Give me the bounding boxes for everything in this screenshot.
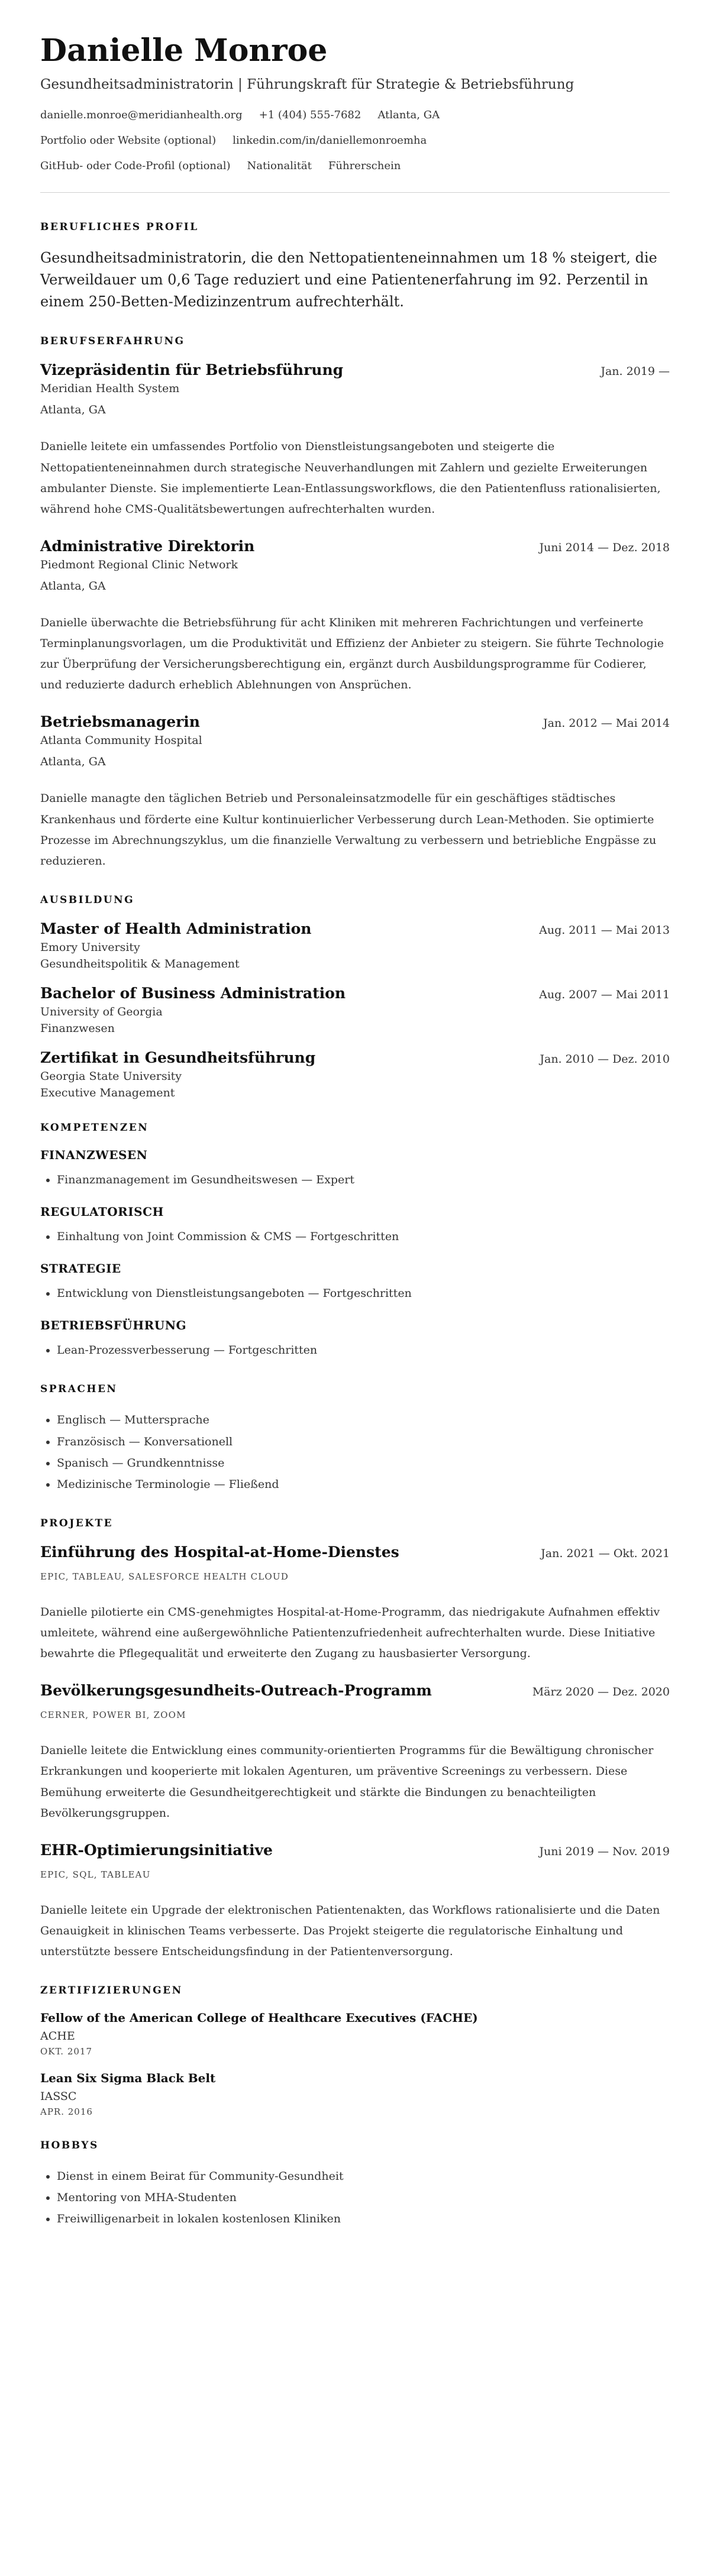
skill-group [40,1318,670,1361]
school: University of Georgia [40,1005,163,1019]
resume-header [40,33,670,172]
language-item: • Englisch — Muttersprache [57,1409,670,1431]
certification-name: Fellow of the American College of Healthcare Executives (FACHE) [40,2011,478,2025]
experience-section [40,335,670,872]
skill-category: FINANZWESEN [40,1148,148,1163]
header-divider [40,192,670,193]
language-item: • Französisch — Konversationell [57,1431,670,1452]
skill-item: • Entwicklung von Dienstleistungsangeboten — Fortgeschritten [57,1283,670,1304]
skill-item: • Finanzmanagement im Gesundheitswesen — Expert [57,1169,670,1190]
education-entry [40,920,670,970]
project-description: Danielle pilotierte ein CMS-genehmigtes Hospital-at-Home-Programm, das niedrigakute Aufnahmen effektiv umleitete, während eine außergewöhnliche Patientenzufriedenheit aufrechterhalten wurde. Diese Initiative bewahrte die Pflegequalität und erweiterte den Zugang zu hausbasierter Versorgung. [40,1605,660,1661]
experience-entry [40,361,670,520]
projects-section [40,1517,670,1962]
hobbies-section [40,2140,670,2229]
certification-issuer: ACHE [40,2030,75,2043]
certifications-section [40,1985,670,2117]
certification-name: Lean Six Sigma Black Belt [40,2071,216,2086]
profile-section [40,221,670,313]
field-of-study: Gesundheitspolitik & Management [40,957,240,971]
certification-entry [40,2011,670,2057]
hobby-item: • Freiwilligenarbeit in lokalen kostenlosen Kliniken [57,2208,670,2229]
skill-category: BETRIEBSFÜHRUNG [40,1318,187,1333]
skill-category: REGULATORISCH [40,1205,164,1219]
education-dates: Aug. 2007 — Mai 2011 [539,988,670,1002]
section-title-certifications: ZERTIFIZIERUNGEN [40,1985,183,1997]
field-of-study: Executive Management [40,1086,175,1100]
phone-link[interactable]: +1 (404) 555-7682 [259,108,362,121]
section-title-languages: SPRACHEN [40,1383,118,1396]
skill-category: STRATEGIE [40,1261,121,1276]
project-entry [40,1842,670,1962]
job-description: Danielle leitete ein umfassendes Portfolio von Dienstleistungsangeboten und steigerte die Nettopatienteneinnahmen durch strategische Neuverhandlungen mit Zahlern und gezielte Erweiterungen ambulanter Dienste. Sie implementierte Lean-Entlassungsworkflows, die den Patientenfluss rationalisierten, während hohe CMS-Qualitätsbewertungen aufrechterhalten wurden. [40,440,661,516]
job-location: Atlanta, GA [40,579,106,593]
education-dates: Aug. 2011 — Mai 2013 [539,924,670,937]
job-dates: Jan. 2012 — Mai 2014 [543,717,670,730]
project-tech: EPIC, SQL, TABLEAU [40,1869,151,1880]
section-title-skills: KOMPETENZEN [40,1122,149,1134]
degree: Bachelor of Business Administration [40,985,346,1002]
section-title-education: AUSBILDUNG [40,894,135,907]
job-location: Atlanta, GA [40,755,106,769]
employer: Piedmont Regional Clinic Network [40,558,238,571]
project-name: EHR-Optimierungsinitiative [40,1841,273,1859]
certification-issuer: IASSC [40,2090,77,2103]
education-entry [40,1049,670,1099]
skill-group [40,1261,670,1304]
section-title-experience: BERUFSERFAHRUNG [40,335,185,348]
hobby-item: • Mentoring von MHA-Studenten [57,2187,670,2208]
project-name: Bevölkerungsgesundheits-Outreach-Programm [40,1682,432,1700]
nationality: Nationalität [247,159,312,172]
school: Georgia State University [40,1070,182,1083]
experience-entry [40,538,670,696]
project-dates: Juni 2019 — Nov. 2019 [539,1844,670,1858]
project-entry [40,1543,670,1664]
github-link[interactable]: GitHub- oder Code-Profil (optional) [40,159,231,172]
degree: Zertifikat in Gesundheitsführung [40,1049,316,1067]
certification-date: APR. 2016 [40,2106,93,2118]
candidate-name: Danielle Monroe [40,33,328,69]
job-location: Atlanta, GA [40,403,106,417]
contact-row-1 [40,109,670,121]
education-dates: Jan. 2010 — Dez. 2010 [540,1053,670,1066]
school: Emory University [40,941,140,954]
skills-section [40,1122,670,1361]
project-tech: EPIC, TABLEAU, SALESFORCE HEALTH CLOUD [40,1571,289,1582]
language-item: • Spanisch — Grundkenntnisse [57,1452,670,1474]
section-title-projects: PROJEKTE [40,1517,114,1529]
employer: Atlanta Community Hospital [40,734,202,747]
project-dates: März 2020 — Dez. 2020 [532,1685,670,1699]
email-link[interactable]: danielle.monroe@meridianhealth.org [40,108,243,121]
experience-entry [40,713,670,872]
drivers-license: Führerschein [328,159,401,172]
job-description: Danielle überwachte die Betriebsführung für acht Kliniken mit mehreren Fachrichtungen und verfeinerte Terminplanungsvorlagen, um die Produktivität und Effizienz der Anbieter zu steigern. Sie führte Technologie zur Überprüfung der Versicherungsberechtigung ein, ergänzt durch Ausbildungsprogramme für Codierer, und reduzierte dadurch erheblich Ablehnungen von Ansprüchen. [40,616,664,692]
employer: Meridian Health System [40,382,180,396]
job-dates: Jan. 2019 — [601,365,670,378]
linkedin-link[interactable]: linkedin.com/in/daniellemonroemha [233,134,427,147]
field-of-study: Finanzwesen [40,1022,115,1035]
languages-section [40,1383,670,1494]
portfolio-link[interactable]: Portfolio oder Website (optional) [40,134,217,147]
project-description: Danielle leitete ein Upgrade der elektronischen Patientenakten, das Workflows rationalisierte und die Daten Genauigkeit in klinischen Teams verbesserte. Das Projekt steigerte die regulatorische Einhaltung und unterstützte bessere Entscheidungsfindung in der Patientenversorgung. [40,1903,660,1959]
project-name: Einführung des Hospital-at-Home-Dienstes [40,1543,399,1561]
hobby-item: • Dienst in einem Beirat für Community-Gesundheit [57,2166,670,2187]
certification-entry [40,2071,670,2117]
candidate-headline: Gesundheitsadministratorin | Führungskraft für Strategie & Betriebsführung [40,76,575,92]
job-title: Vizepräsidentin für Betriebsführung [40,361,344,379]
contact-row-3 [40,160,670,172]
job-title: Betriebsmanagerin [40,713,200,731]
skill-item: • Einhaltung von Joint Commission & CMS — Fortgeschritten [57,1226,670,1247]
skill-group [40,1148,670,1190]
degree: Master of Health Administration [40,920,312,938]
project-tech: CERNER, POWER BI, ZOOM [40,1710,186,1721]
project-entry [40,1682,670,1824]
skill-group [40,1205,670,1247]
job-title: Administrative Direktorin [40,537,255,555]
project-description: Danielle leitete die Entwicklung eines community-orientierten Programms für die Bewältigung chronischer Erkrankungen und kooperierte mit lokalen Agenturen, um präventive Screenings zu verbessern. Diese Bemühung erweiterte die Gesundheitgerechtigkeit und stärkte die Bindungen zu benachteiligten Bevölkerungsgruppen. [40,1744,654,1820]
skill-item: • Lean-Prozessverbesserung — Fortgeschritten [57,1339,670,1361]
job-description: Danielle managte den täglichen Betrieb und Personaleinsatzmodelle für ein geschäftiges städtisches Krankenhaus und förderte eine Kultur kontinuierlicher Verbesserung durch Lean-Methoden. Sie optimierte Prozesse im Abrechnungszyklus, um die finanzielle Verwaltung zu verbessern und betriebliche Engpässe zu reduzieren. [40,792,657,868]
profile-summary: Gesundheitsadministratorin, die den Nettopatienteneinnahmen um 18 % steigert, die Verweildauer um 0,6 Tage reduziert und eine Patientenerfahrung im 92. Perzentil in einem 250-Betten-Medizinzentrum aufrechterhält. [40,249,657,310]
project-dates: Jan. 2021 — Okt. 2021 [541,1546,670,1560]
certification-date: OKT. 2017 [40,2046,93,2057]
language-item: • Medizinische Terminologie — Fließend [57,1474,670,1495]
contact-row-2 [40,134,670,147]
education-entry [40,985,670,1035]
education-section [40,894,670,1099]
section-title-profile: BERUFLICHES PROFIL [40,221,199,233]
section-title-hobbies: HOBBYS [40,2140,99,2152]
job-dates: Juni 2014 — Dez. 2018 [539,541,670,554]
location: Atlanta, GA [377,108,440,121]
